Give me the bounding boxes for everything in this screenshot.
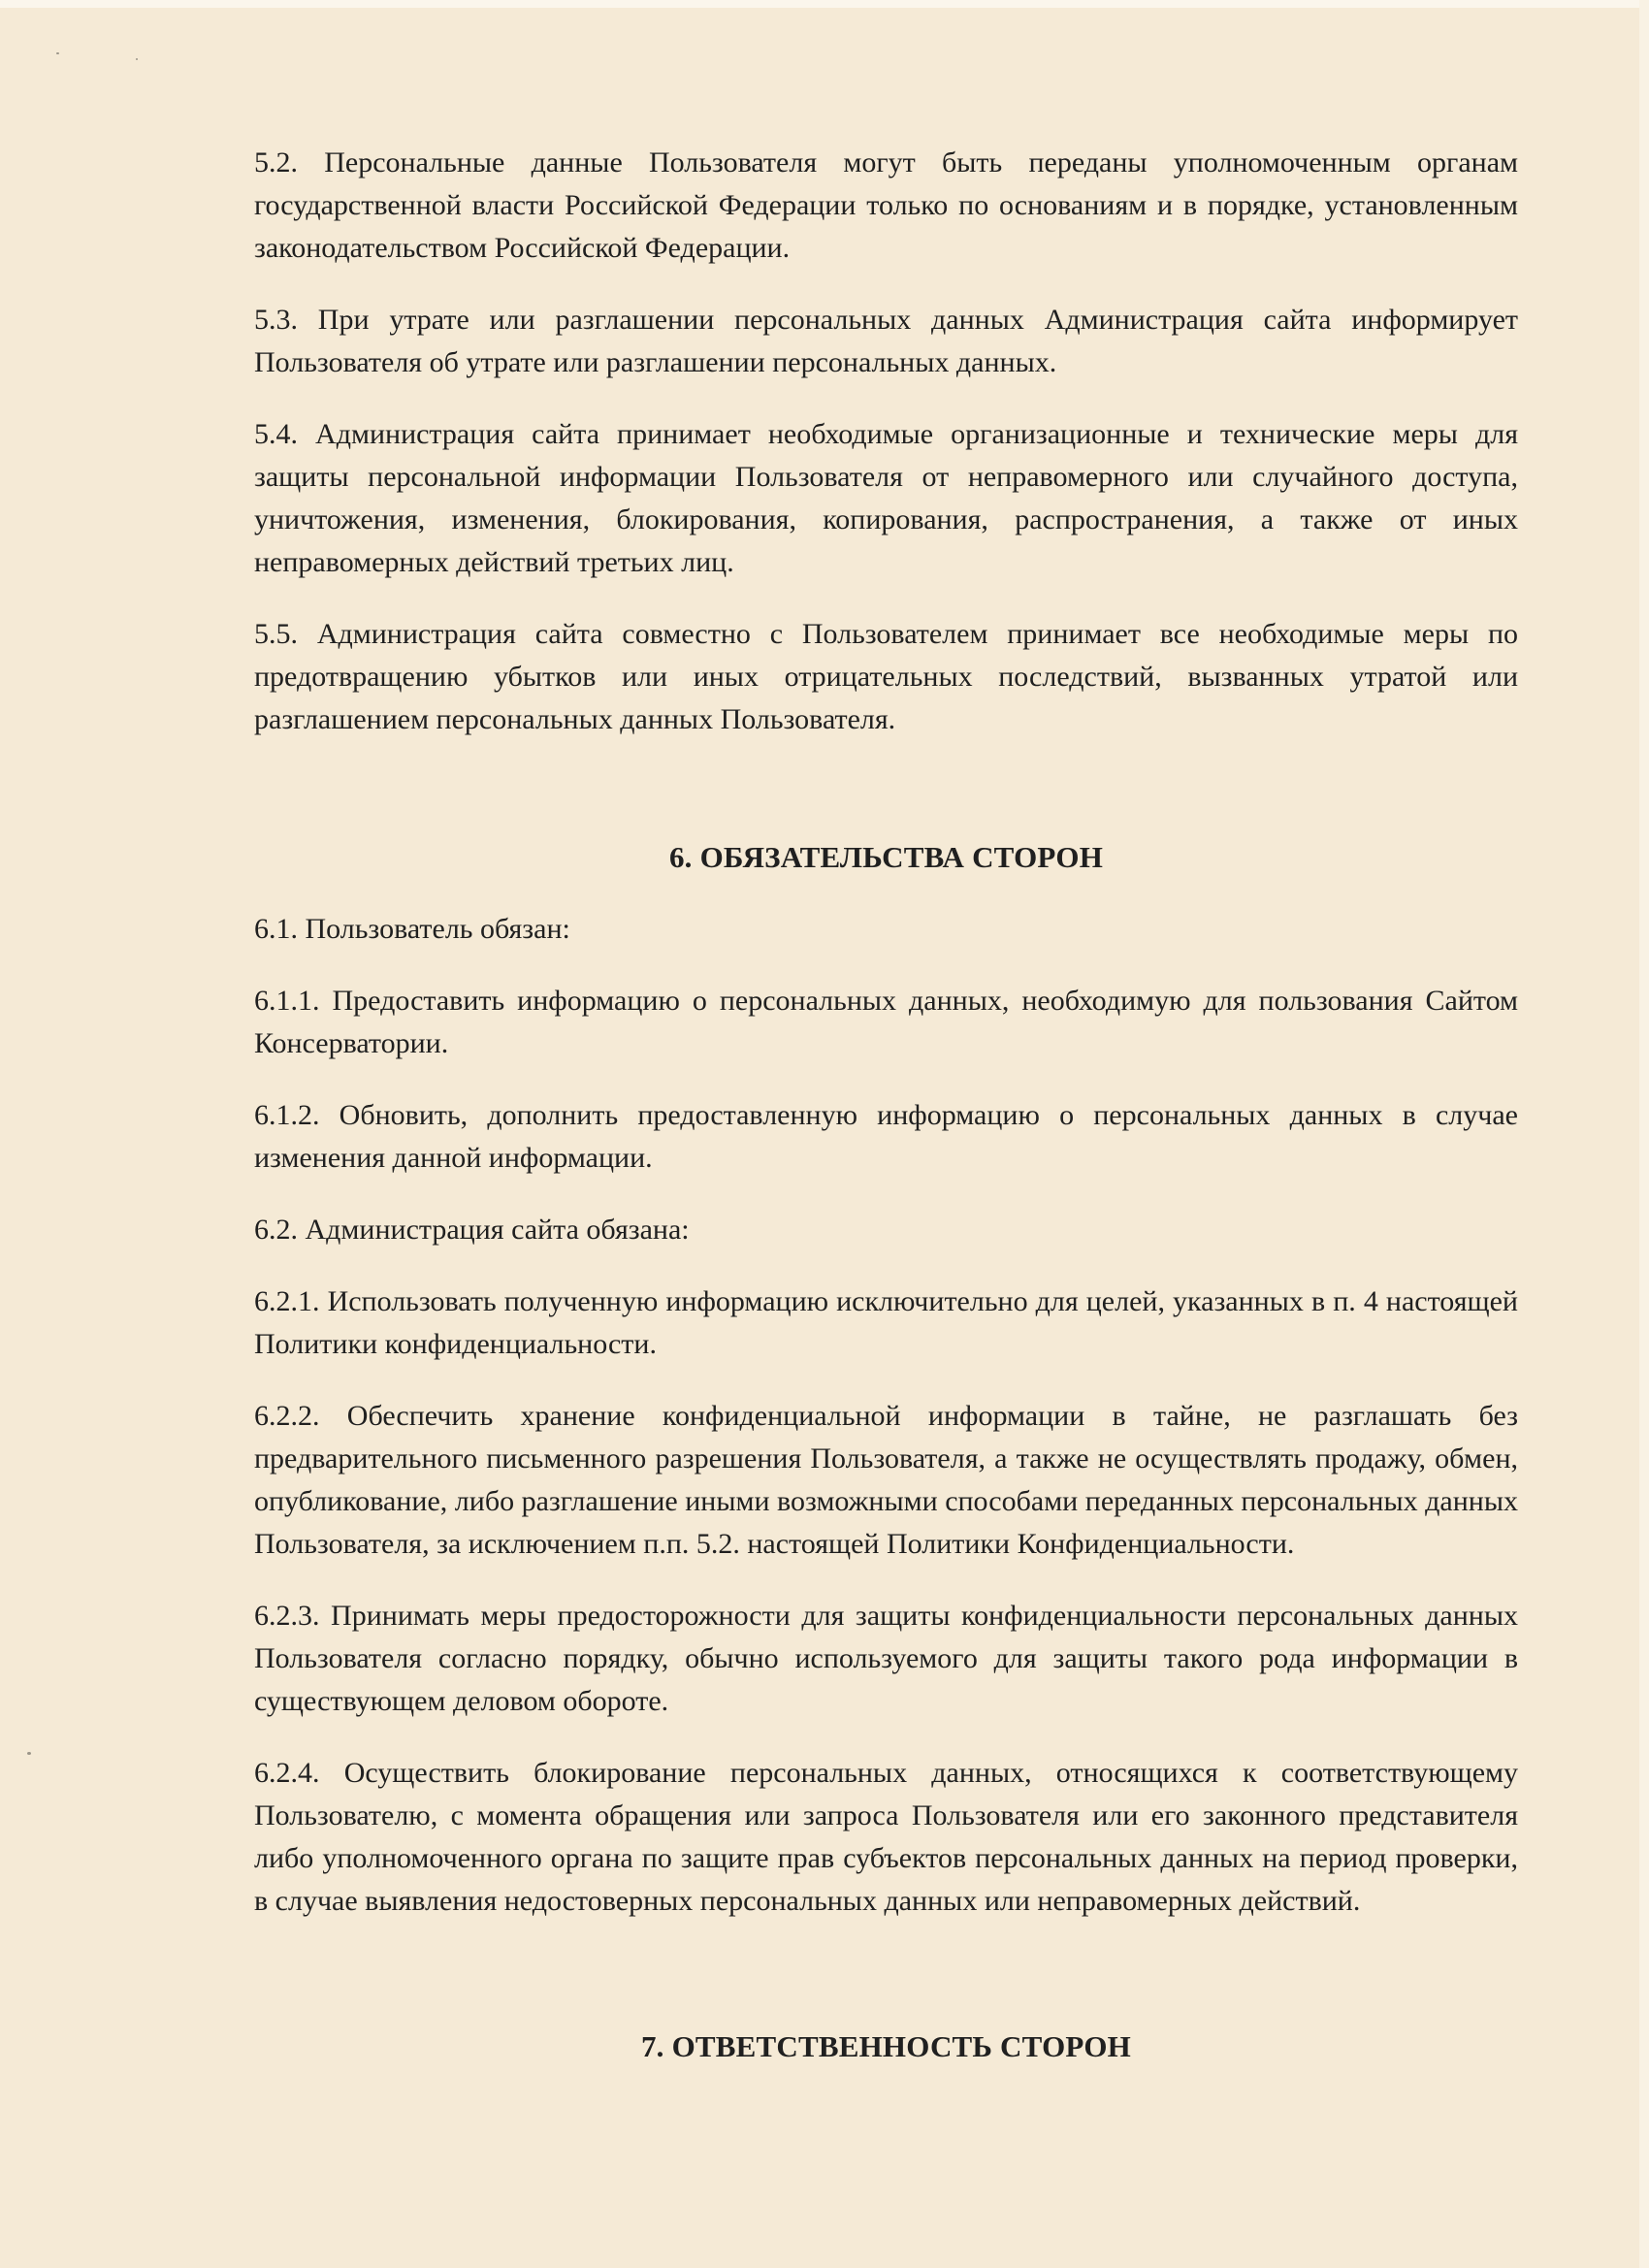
scan-speck (56, 52, 59, 54)
section-spacer (254, 1952, 1518, 2018)
paragraph-6-2-1: 6.2.1. Использовать полученную информацию исключительно для целей, указанных в п. 4 настоящей Политики конфиденциальности. (254, 1285, 1518, 1360)
scan-edge-top (0, 0, 1649, 8)
scan-speck (136, 58, 138, 60)
paragraph-6-2: 6.2. Администрация сайта обязана: (254, 1214, 690, 1246)
paragraph-6-2-4: 6.2.4. Осуществить блокирование персональных данных, относящихся к соответствующему Пользователю, с момента обращения или запроса Пользователя или его законного представителя либо уполномоченного органа по защите прав субъектов персональных данных на период проверки, в случае выявления недостоверных персональных данных или неправомерных действий. (254, 1757, 1518, 1917)
section-spacer (254, 770, 1518, 836)
paragraph-6-1-2: 6.1.2. Обновить, дополнить предоставленную информацию о персональных данных в случае изменения данной информации. (254, 1099, 1518, 1174)
section-heading-6: 6. ОБЯЗАТЕЛЬСТВА СТОРОН (668, 840, 1104, 874)
paragraph-5-3: 5.3. При утрате или разглашении персональных данных Администрация сайта информирует Пользователя об утрате или разглашении персональных данных. (254, 304, 1518, 378)
document-body (254, 142, 1518, 2097)
paragraph-5-5: 5.5. Администрация сайта совместно с Пользователем принимает все необходимые меры по предотвращению убытков или иных отрицательных последствий, вызванных утратой или разглашением персональных данных Пользователя. (254, 618, 1518, 735)
paragraph-6-1: 6.1. Пользователь обязан: (254, 913, 570, 945)
paragraph-6-2-2: 6.2.2. Обеспечить хранение конфиденциальной информации в тайне, не разглашать без предварительного письменного разрешения Пользователя, а также не осуществлять продажу, обмен, опубликование, либо разглашение иными возможными способами переданных персональных данных Пользователя, за исключением п.п. 5.2. настоящей Политики Конфиденциальности. (254, 1400, 1518, 1560)
paragraph-5-2: 5.2. Персональные данные Пользователя могут быть переданы уполномоченным органам государственной власти Российской Федерации только по основаниям и в порядке, установленным законодательством Российской Федерации. (254, 146, 1518, 264)
paragraph-6-1-1: 6.1.1. Предоставить информацию о персональных данных, необходимую для пользования Сайтом Консерватории. (254, 985, 1518, 1059)
scan-edge-right (1639, 0, 1649, 2268)
section-heading-7: 7. ОТВЕТСТВЕННОСТЬ СТОРОН (640, 2029, 1131, 2063)
paragraph-6-2-3: 6.2.3. Принимать меры предосторожности для защиты конфиденциальности персональных данных Пользователя согласно порядку, обычно используемого для защиты такого рода информации в существующем деловом обороте. (254, 1600, 1518, 1717)
scan-speck (27, 1752, 31, 1755)
paragraph-5-4: 5.4. Администрация сайта принимает необходимые организационные и технические меры для защиты персональной информации Пользователя от неправомерного или случайного доступа, уничтожения, изменения, блокирования, копирования, распространения, а также от иных неправомерных действий третьих лиц. (254, 418, 1518, 578)
